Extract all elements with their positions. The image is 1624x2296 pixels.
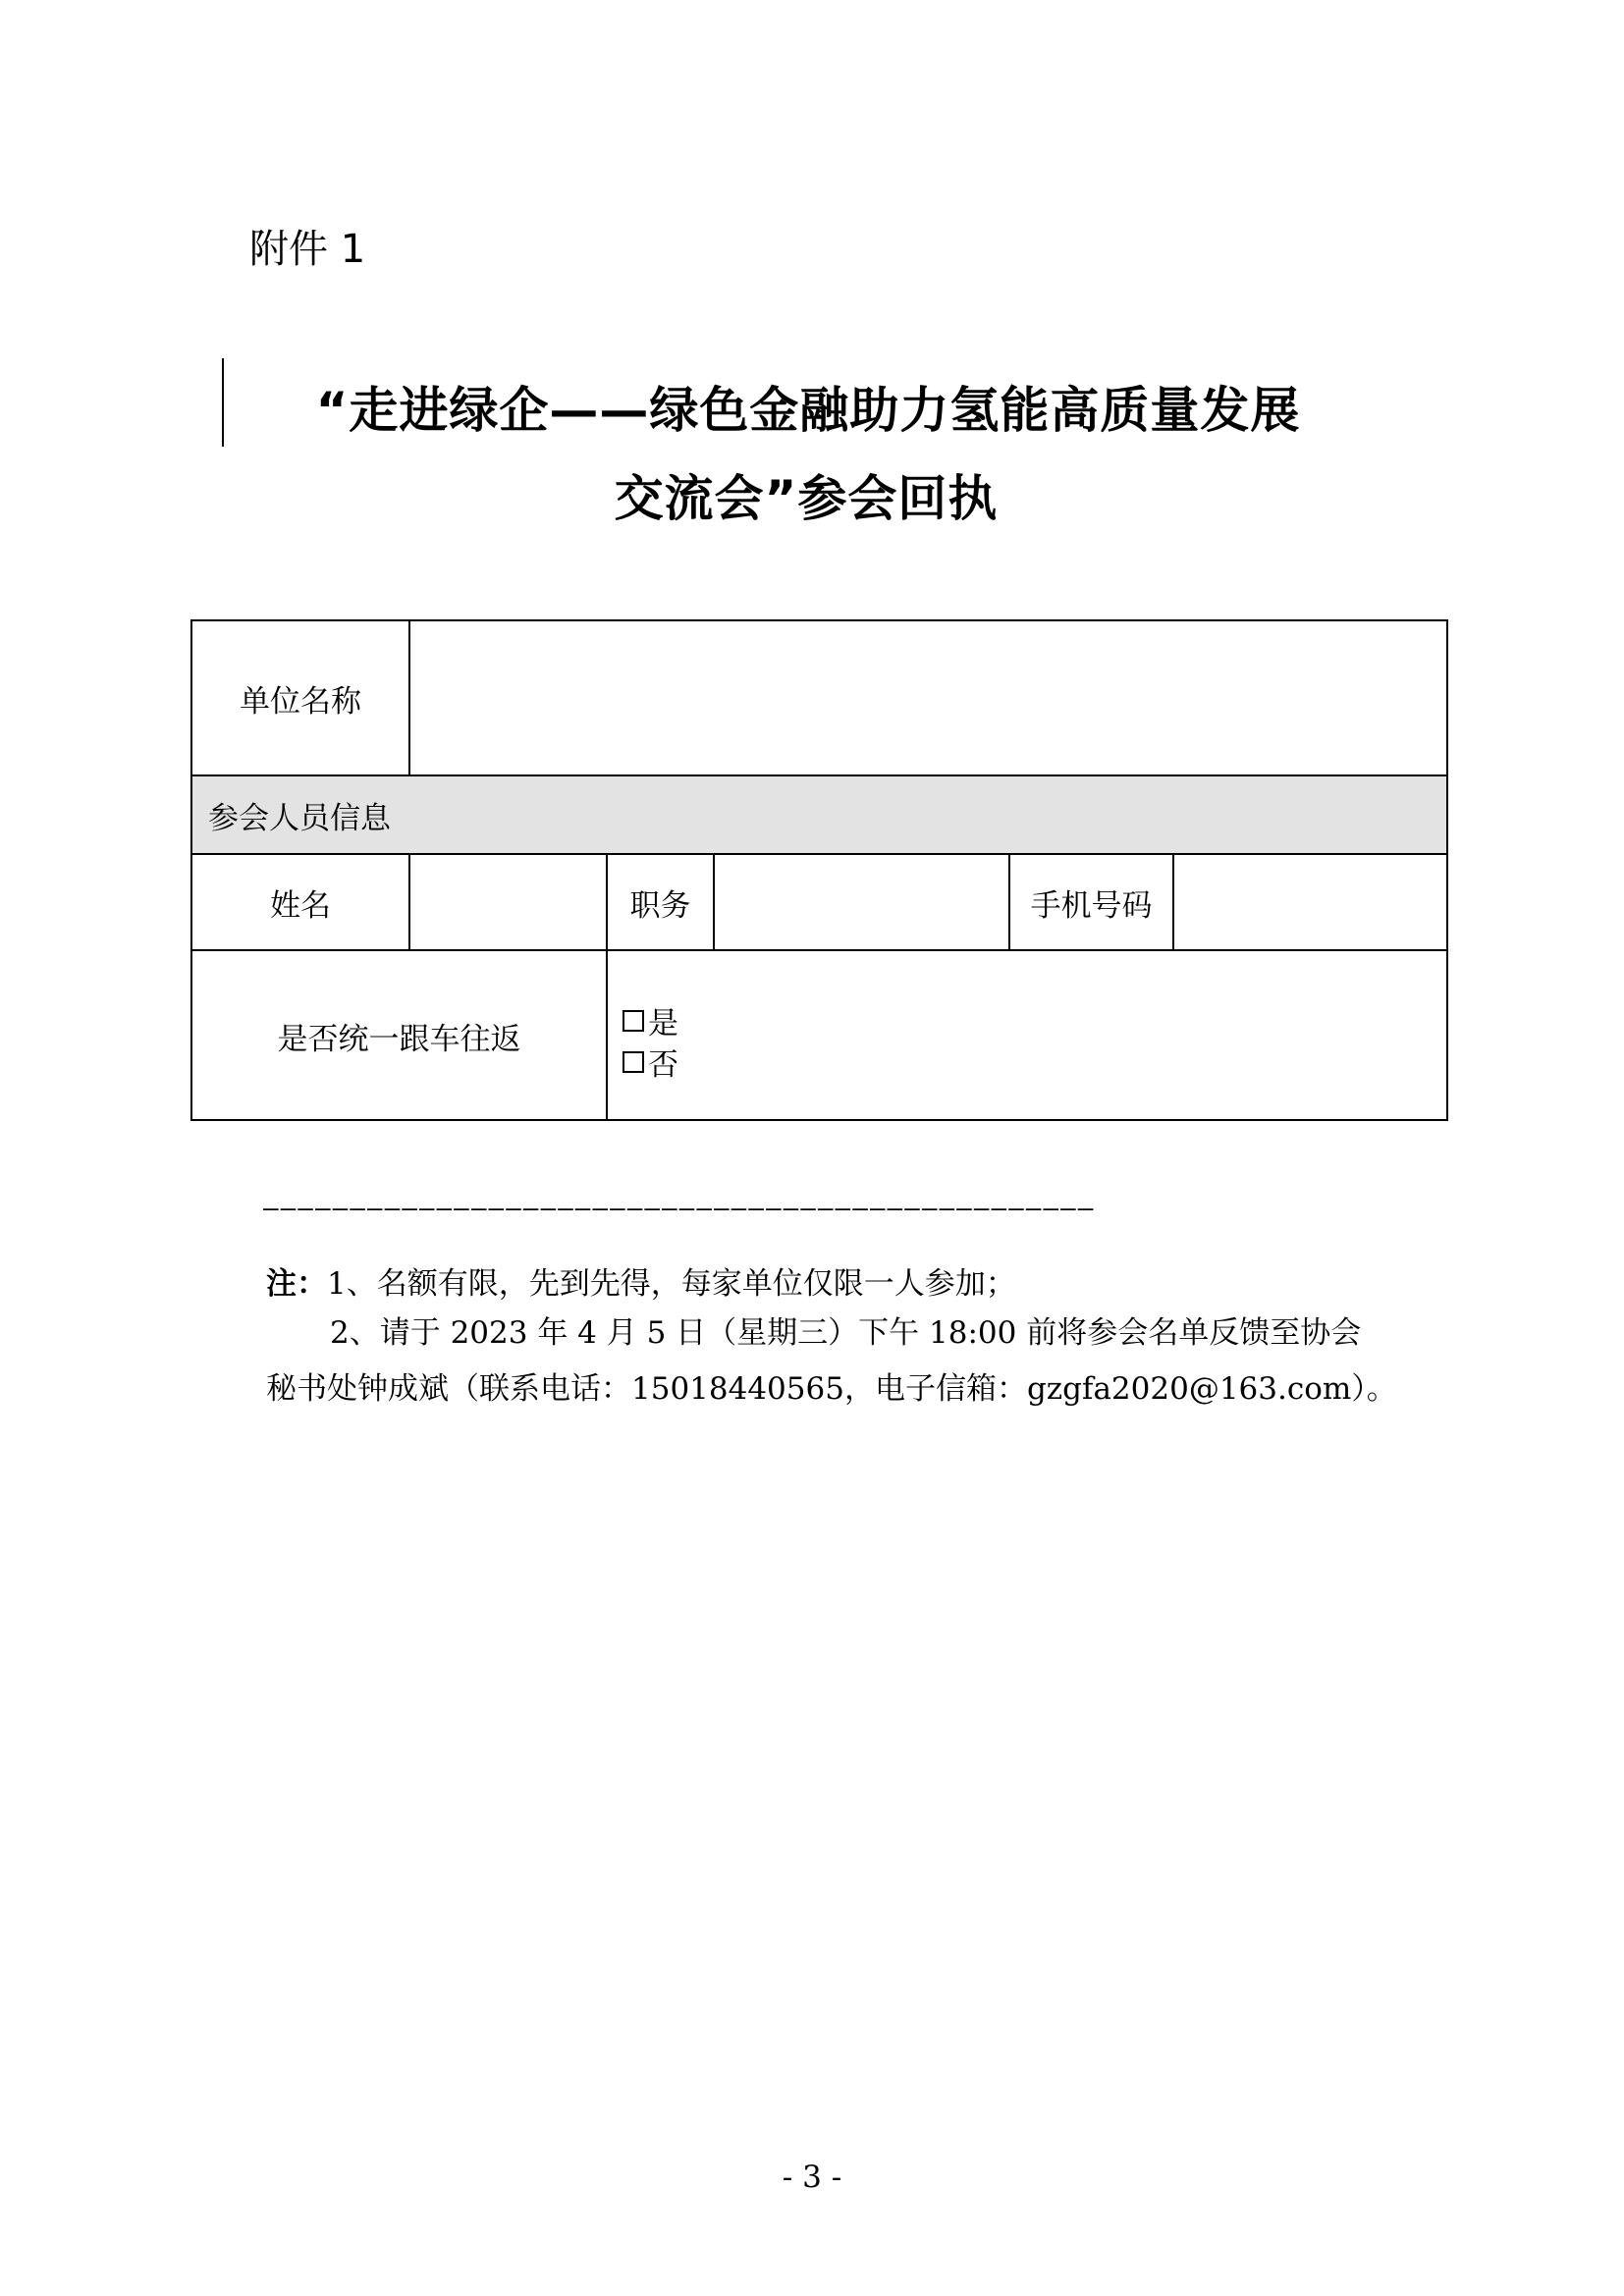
checkbox-icon[interactable] bbox=[623, 1051, 644, 1073]
page-number: - 3 - bbox=[782, 2160, 842, 2195]
note-line-1 bbox=[266, 1258, 1016, 1303]
shuttle-option-yes[interactable] bbox=[623, 998, 678, 1042]
attendee-section-label: 参会人员信息 bbox=[208, 800, 391, 836]
name-label: 姓名 bbox=[270, 887, 331, 924]
name-field[interactable] bbox=[410, 855, 606, 949]
registration-form bbox=[190, 619, 1448, 1121]
shuttle-option-no-label: 否 bbox=[648, 1047, 678, 1083]
note-line-1-text: 1、名额有限，先到先得，每家单位仅限一人参加； bbox=[327, 1266, 1016, 1302]
phone-field[interactable] bbox=[1174, 855, 1446, 949]
checkbox-icon[interactable] bbox=[623, 1010, 644, 1032]
note-line-2: 2、请于 2023 年 4 月 5 日（星期三）下午 18:00 前将参会名单反馈至协会 bbox=[330, 1315, 1362, 1351]
separator-line: –––––––––––––––––––––––––––––––––––––––––––––––– bbox=[263, 1194, 1096, 1223]
note-prefix: 注： bbox=[266, 1266, 327, 1302]
shuttle-option-no[interactable] bbox=[623, 1040, 678, 1084]
title-line-2: 交流会”参会回执 bbox=[614, 470, 999, 527]
title-line-1: “走进绿企——绿色金融助力氢能高质量发展 bbox=[315, 382, 1301, 439]
org-name-field[interactable] bbox=[410, 621, 1446, 774]
shuttle-option-yes-label: 是 bbox=[648, 1006, 678, 1041]
phone-label: 手机号码 bbox=[1030, 887, 1153, 924]
position-field[interactable] bbox=[715, 855, 1008, 949]
note-line-3: 秘书处钟成斌（联系电话：15018440565，电子信箱：gzgfa2020@163.com）。 bbox=[266, 1371, 1397, 1407]
org-name-label: 单位名称 bbox=[240, 683, 361, 720]
attachment-label: 附件 1 bbox=[249, 227, 366, 272]
position-label: 职务 bbox=[629, 887, 691, 924]
shuttle-label: 是否统一跟车往返 bbox=[277, 1022, 521, 1057]
